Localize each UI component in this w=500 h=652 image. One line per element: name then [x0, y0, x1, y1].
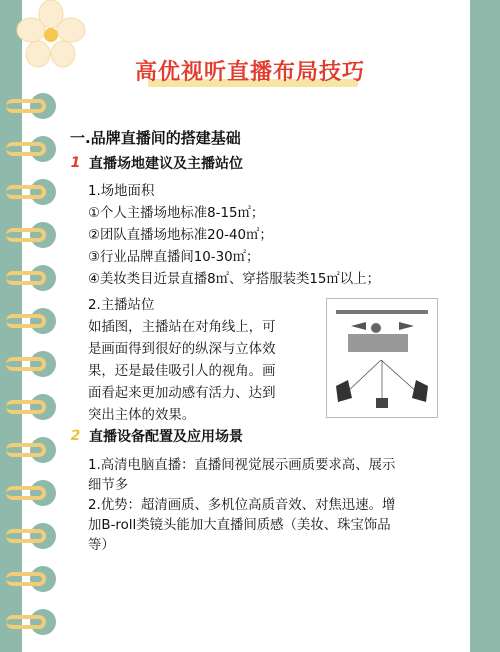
text-line: ④美妆类目近景直播8㎡、穿搭服装类15㎡以上； — [88, 272, 380, 287]
page-title: 高优视听直播布局技巧 — [134, 60, 365, 85]
text-line: ①个人主播场地标准8-15㎡； — [88, 206, 265, 221]
text-line: 2.优势：超清画质、多机位高质音效、对焦迅速。增 — [88, 498, 396, 513]
text-line: 是画面得到很好的纵深与立体效 — [88, 342, 276, 357]
number-1-icon: 1 — [70, 155, 81, 171]
text-line: 如插图，主播站在对角线上，可 — [88, 320, 276, 335]
text-line: 1.场地面积 — [88, 184, 155, 199]
text-line: 面看起来更加动感有活力、达到 — [88, 386, 276, 401]
subsection-1 — [68, 153, 243, 173]
text-line: 2.主播站位 — [88, 298, 155, 313]
text-line: ②团队直播场地标准20-40㎡； — [88, 228, 273, 243]
binder-rings — [0, 0, 60, 652]
subsection-2 — [68, 426, 243, 446]
text-line: 突出主体的效果。 — [88, 408, 196, 423]
text-line: 1.高清电脑直播：直播间视觉展示画质要求高、展示 — [88, 458, 396, 473]
text-line: 细节多 — [88, 478, 129, 493]
studio-layout-diagram — [326, 298, 438, 418]
text-line: 果，还是最佳吸引人的视角。画 — [88, 364, 276, 379]
text-line: ③行业品牌直播间10-30㎡； — [88, 250, 260, 265]
section-heading: 一.品牌直播间的搭建基础 — [70, 129, 241, 147]
text-line: 加B-roll类镜头能加大直播间质感（美妆、珠宝饰品 — [88, 518, 391, 533]
subsection-1-label: 直播场地建议及主播站位 — [89, 156, 243, 172]
number-2-icon: 2 — [70, 428, 81, 444]
text-line: 等） — [88, 538, 115, 553]
subsection-2-label: 直播设备配置及应用场景 — [89, 429, 243, 445]
